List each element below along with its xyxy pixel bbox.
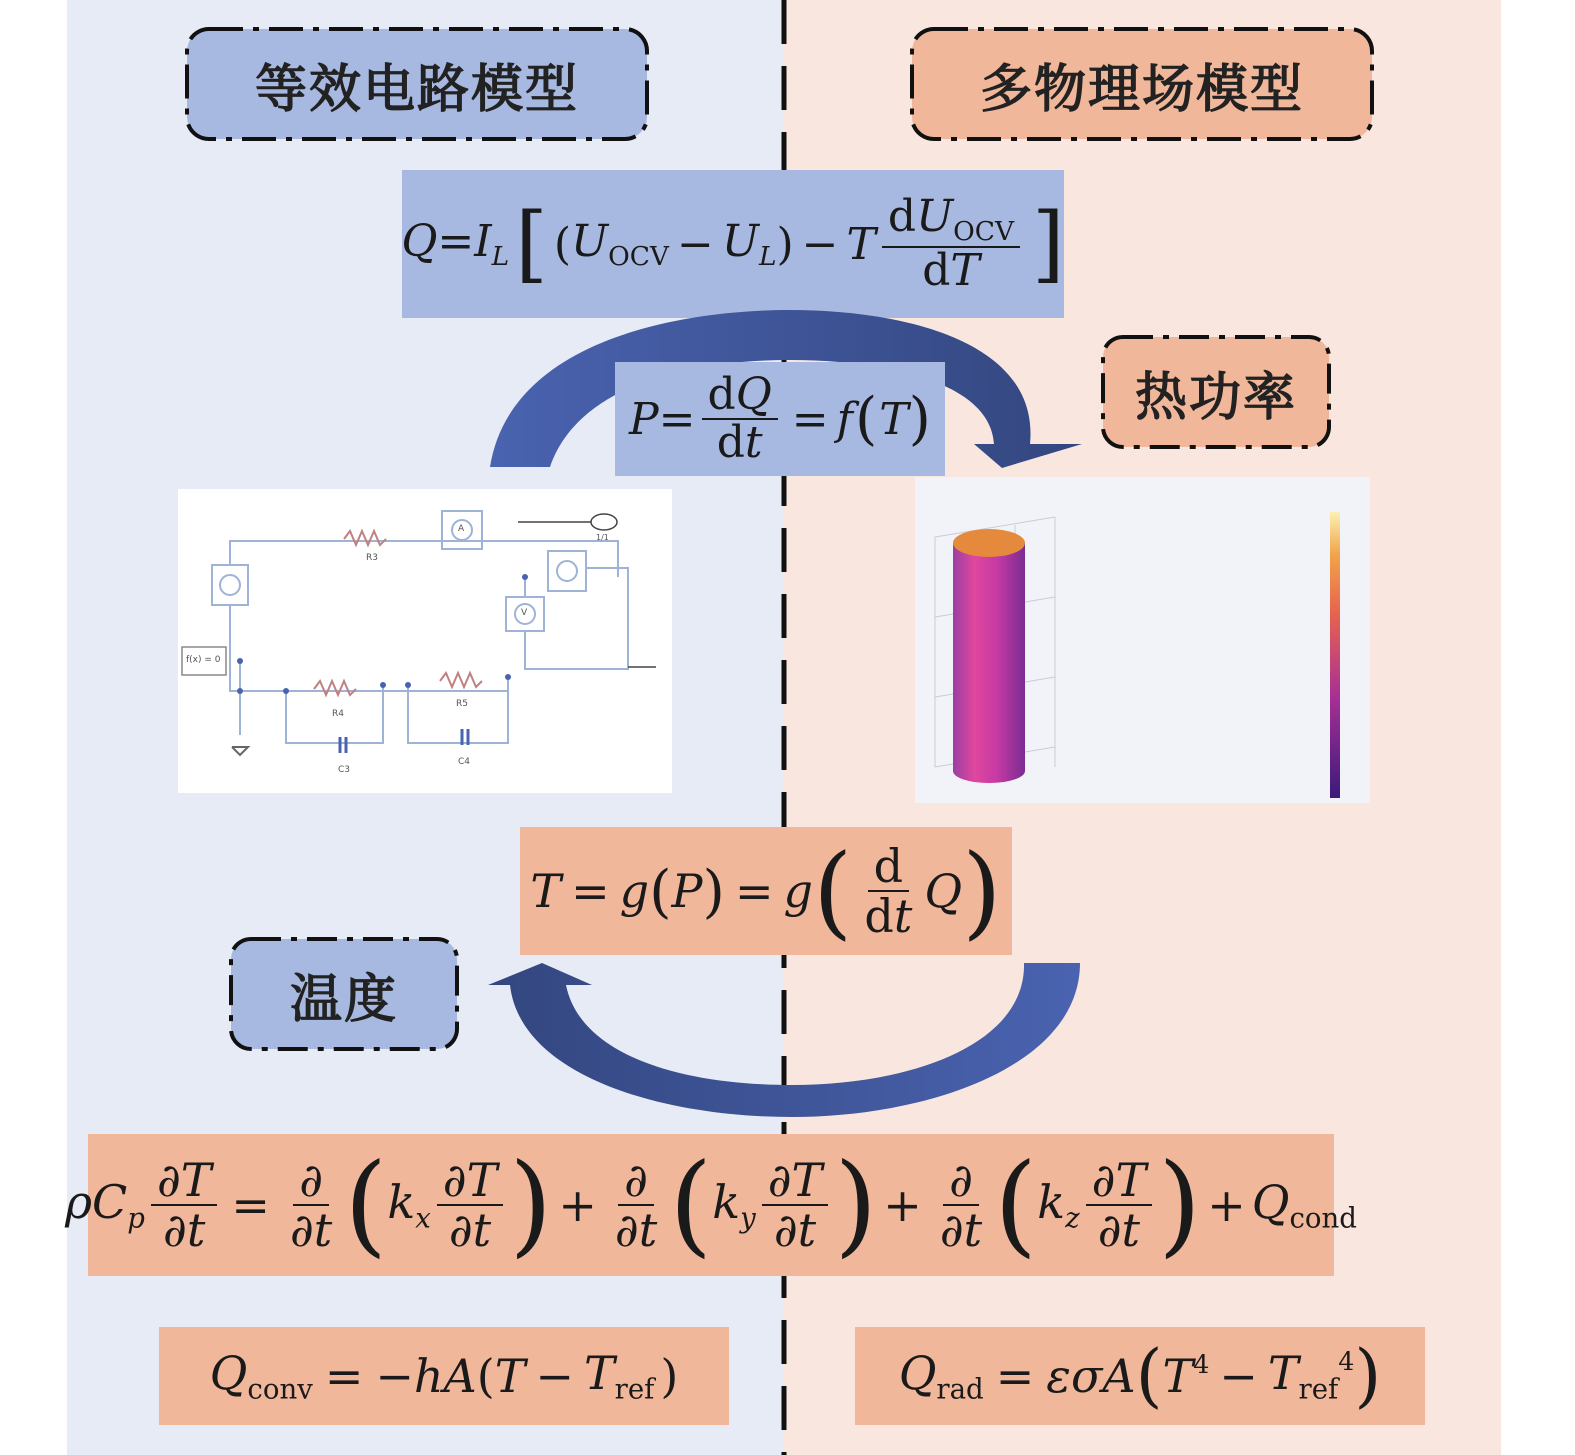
convection-equation: $Q_{conv}$ = − hA ( T − $T_{ref}$ ) [159,1327,729,1425]
output-label: 1/1 [596,533,609,542]
r3-label: R3 [366,553,378,563]
r5-label: R5 [456,699,468,709]
c4-label: C4 [458,757,471,767]
c3-label: C3 [338,765,351,775]
temperature-label: 温度 [289,968,398,1030]
ammeter-label: A [458,524,465,534]
r4-label: R4 [332,709,344,719]
power-equation: P= $\frac{dQ}{dt}$ = f ( T ) [615,362,945,476]
voltmeter-label: V [521,608,528,618]
heat-generation-equation: $Q=I_L$ [ ( $U_{OCV}$ − $U_L$ ) − T $\frac{dU_{OCV}}{dT}$ ] [402,170,1064,318]
radiation-equation: $Q_{rad}$ = εσA ( $T^4$ − $T_{ref}^4$ ) [855,1327,1425,1425]
heat-conduction-equation: $\rho C_p$ $\frac{\partial T}{\partial t}$ = $\frac{\partial}{\partial t}$ ( $k_x$ $\frac{\partial T}{\partial t}$ ) + $\frac{\partial}{\partial t}$ ( $k_y$ $\frac{\partial T}{\partial t}$ ) + $\frac{\partial}{\partial t}$ ( $k_z$ $\frac{\partial T}{\partial t}$ ) + $Q_{cond}$ [88,1134,1334,1276]
equivalent-circuit-model-title: 等效电路模型 [254,58,579,120]
thermal-simulation-image [915,477,1370,803]
heat-power-label: 热功率 [1134,366,1297,428]
multiphysics-model-title: 多物理场模型 [979,58,1304,120]
temperature-equation: T = g ( P ) = g ( $\frac{d}{dt}$ Q ) [520,827,1012,955]
equivalent-circuit-image [178,489,672,793]
source-label: f(x) = 0 [186,655,221,665]
lower-curved-arrow [480,955,1100,1125]
